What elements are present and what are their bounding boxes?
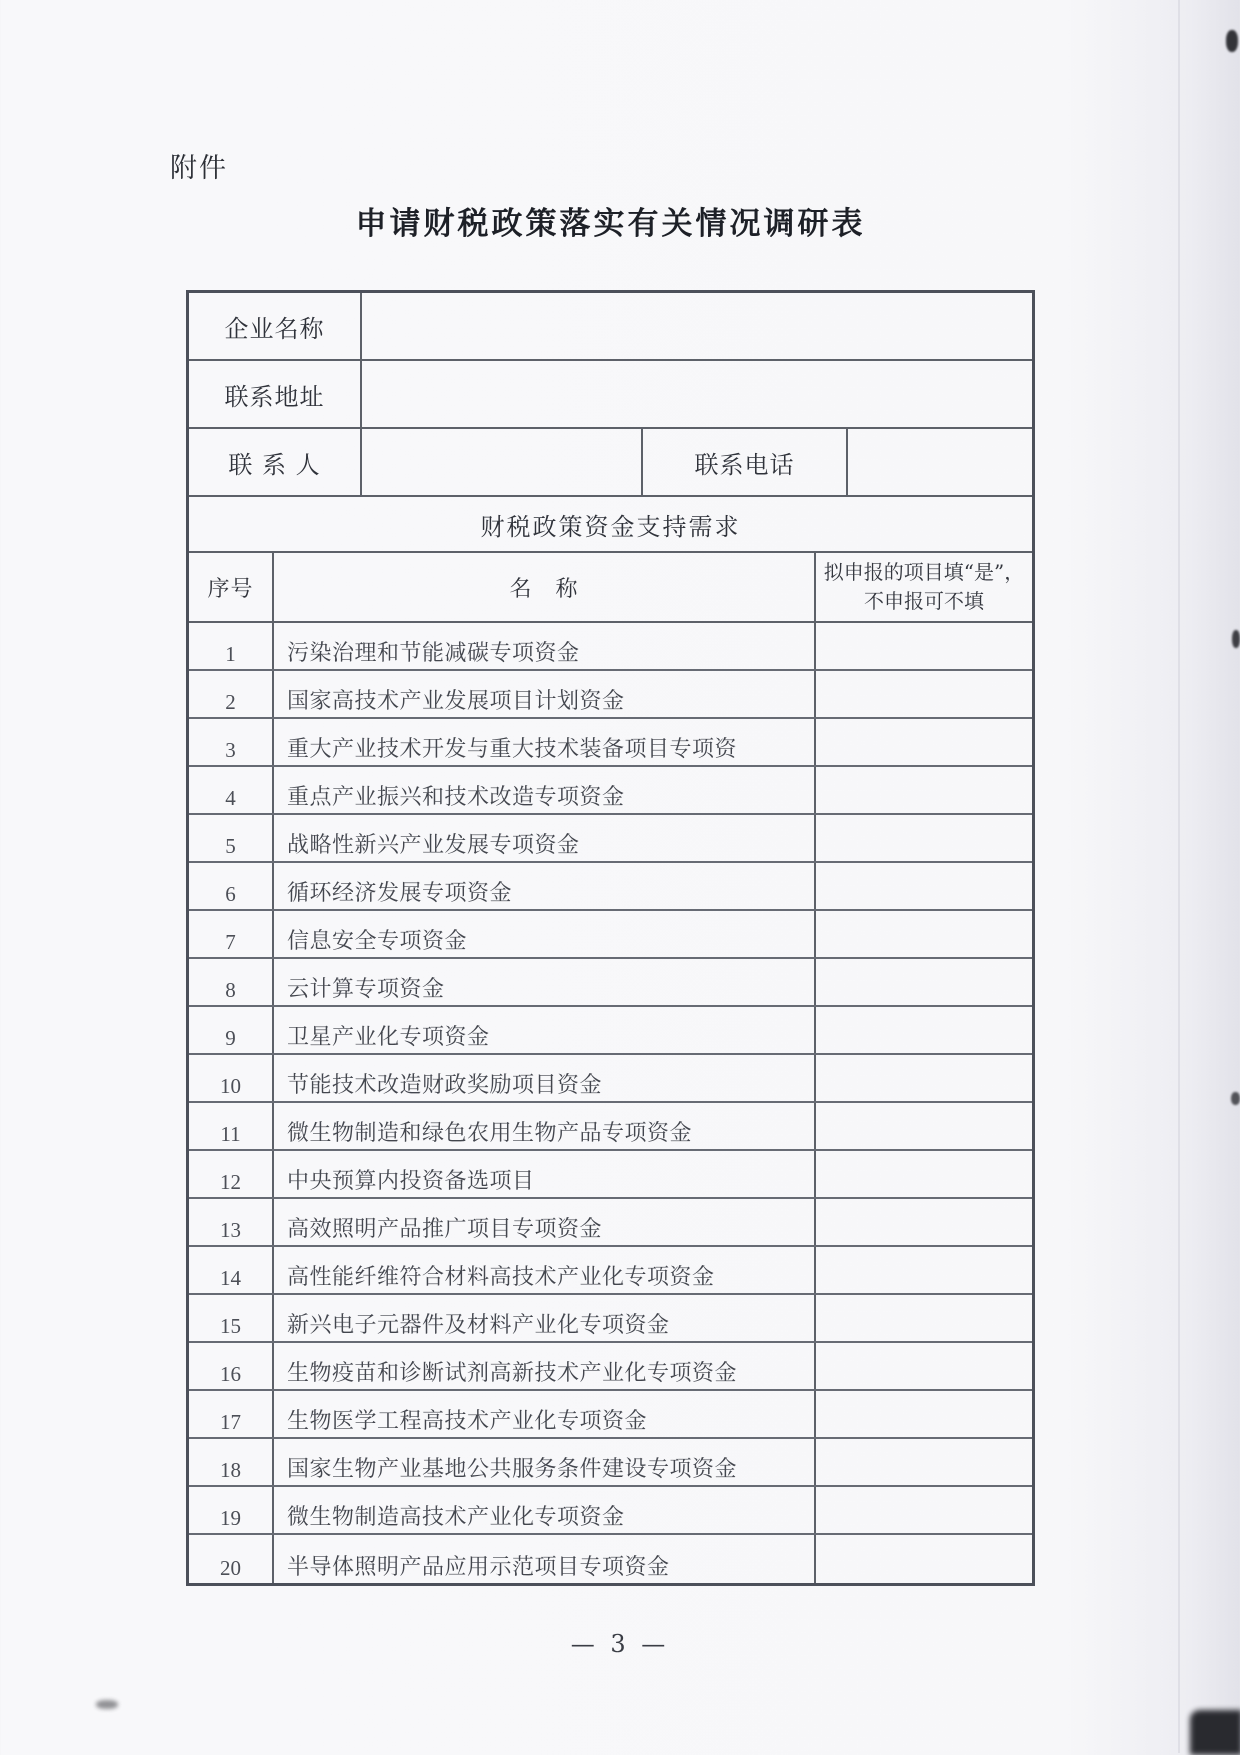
row-number: 7 bbox=[189, 911, 274, 957]
row-number: 15 bbox=[189, 1295, 274, 1341]
table-row bbox=[189, 1391, 1032, 1439]
row-number: 12 bbox=[189, 1151, 274, 1197]
row-number: 9 bbox=[189, 1007, 274, 1053]
row-apply-field[interactable] bbox=[816, 1535, 1032, 1583]
row-number: 10 bbox=[189, 1055, 274, 1101]
attachment-label: 附件 bbox=[170, 153, 228, 184]
company-name-label: 企业名称 bbox=[189, 293, 362, 359]
row-apply-field[interactable] bbox=[816, 1007, 1032, 1053]
scan-artifact bbox=[1231, 1092, 1240, 1105]
row-number: 2 bbox=[189, 671, 274, 717]
row-apply-field[interactable] bbox=[816, 1295, 1032, 1341]
table-row bbox=[189, 1103, 1032, 1151]
table-row bbox=[189, 1535, 1032, 1583]
table-row bbox=[189, 671, 1032, 719]
table-row bbox=[189, 719, 1032, 767]
row-apply-field[interactable] bbox=[816, 863, 1032, 909]
address-label: 联系地址 bbox=[189, 361, 362, 427]
table-row bbox=[189, 911, 1032, 959]
row-fund-name: 新兴电子元器件及材料产业化专项资金 bbox=[274, 1295, 816, 1341]
table-row bbox=[189, 1007, 1032, 1055]
table-row bbox=[189, 1055, 1032, 1103]
row-number: 13 bbox=[189, 1199, 274, 1245]
row-fund-name: 国家高技术产业发展项目计划资金 bbox=[274, 671, 816, 717]
column-header-apply bbox=[816, 553, 1032, 621]
scan-artifact bbox=[1226, 30, 1238, 52]
scan-artifact bbox=[96, 1700, 118, 1709]
address-field[interactable] bbox=[362, 361, 1032, 427]
row-fund-name: 生物医学工程高技术产业化专项资金 bbox=[274, 1391, 816, 1437]
company-name-field[interactable] bbox=[362, 293, 1032, 359]
section-header: 财税政策资金支持需求 bbox=[189, 497, 1032, 553]
contact-field[interactable] bbox=[362, 429, 643, 495]
row-number: 3 bbox=[189, 719, 274, 765]
row-fund-name: 循环经济发展专项资金 bbox=[274, 863, 816, 909]
address-row bbox=[189, 361, 1032, 429]
row-apply-field[interactable] bbox=[816, 719, 1032, 765]
row-number: 4 bbox=[189, 767, 274, 813]
table-row bbox=[189, 1295, 1032, 1343]
scan-artifact bbox=[1190, 1710, 1240, 1755]
page-number: — 3 — bbox=[570, 1630, 670, 1658]
row-fund-name: 生物疫苗和诊断试剂高新技术产业化专项资金 bbox=[274, 1343, 816, 1389]
table-row bbox=[189, 863, 1032, 911]
scan-artifact bbox=[1178, 0, 1180, 1753]
row-number: 17 bbox=[189, 1391, 274, 1437]
row-fund-name: 中央预算内投资备选项目 bbox=[274, 1151, 816, 1197]
row-apply-field[interactable] bbox=[816, 623, 1032, 669]
column-header-name: 名 称 bbox=[274, 553, 816, 621]
contact-label: 联 系 人 bbox=[189, 429, 362, 495]
row-number: 18 bbox=[189, 1439, 274, 1485]
table-row bbox=[189, 623, 1032, 671]
row-apply-field[interactable] bbox=[816, 1247, 1032, 1293]
row-fund-name: 节能技术改造财政奖励项目资金 bbox=[274, 1055, 816, 1101]
row-number: 20 bbox=[189, 1535, 274, 1583]
column-header-no: 序号 bbox=[189, 553, 274, 621]
row-fund-name: 云计算专项资金 bbox=[274, 959, 816, 1005]
row-number: 11 bbox=[189, 1103, 274, 1149]
table-row bbox=[189, 1199, 1032, 1247]
row-number: 14 bbox=[189, 1247, 274, 1293]
row-apply-field[interactable] bbox=[816, 767, 1032, 813]
row-fund-name: 卫星产业化专项资金 bbox=[274, 1007, 816, 1053]
row-number: 16 bbox=[189, 1343, 274, 1389]
survey-table bbox=[186, 290, 1035, 1586]
row-apply-field[interactable] bbox=[816, 959, 1032, 1005]
row-fund-name: 半导体照明产品应用示范项目专项资金 bbox=[274, 1535, 816, 1583]
table-row bbox=[189, 1247, 1032, 1295]
table-row bbox=[189, 1487, 1032, 1535]
row-apply-field[interactable] bbox=[816, 1439, 1032, 1485]
row-apply-field[interactable] bbox=[816, 911, 1032, 957]
row-apply-field[interactable] bbox=[816, 1055, 1032, 1101]
row-fund-name: 国家生物产业基地公共服务条件建设专项资金 bbox=[274, 1439, 816, 1485]
fund-list bbox=[189, 623, 1032, 1583]
row-apply-field[interactable] bbox=[816, 1103, 1032, 1149]
row-number: 8 bbox=[189, 959, 274, 1005]
table-row bbox=[189, 1439, 1032, 1487]
row-fund-name: 微生物制造和绿色农用生物产品专项资金 bbox=[274, 1103, 816, 1149]
table-row bbox=[189, 815, 1032, 863]
company-name-row bbox=[189, 293, 1032, 361]
row-fund-name: 重大产业技术开发与重大技术装备项目专项资 bbox=[274, 719, 816, 765]
row-fund-name: 信息安全专项资金 bbox=[274, 911, 816, 957]
row-apply-field[interactable] bbox=[816, 815, 1032, 861]
row-fund-name: 高性能纤维符合材料高技术产业化专项资金 bbox=[274, 1247, 816, 1293]
row-apply-field[interactable] bbox=[816, 1343, 1032, 1389]
phone-label: 联系电话 bbox=[643, 429, 848, 495]
row-fund-name: 污染治理和节能减碳专项资金 bbox=[274, 623, 816, 669]
row-fund-name: 微生物制造高技术产业化专项资金 bbox=[274, 1487, 816, 1533]
row-apply-field[interactable] bbox=[816, 1199, 1032, 1245]
phone-field[interactable] bbox=[848, 429, 1032, 495]
column-header-row bbox=[189, 553, 1032, 623]
table-row bbox=[189, 1151, 1032, 1199]
row-apply-field[interactable] bbox=[816, 1487, 1032, 1533]
column-header-apply-line1: 拟申报的项目填“是”， bbox=[823, 560, 1025, 584]
row-number: 1 bbox=[189, 623, 274, 669]
title-wrap bbox=[186, 198, 1035, 243]
row-number: 6 bbox=[189, 863, 274, 909]
table-row bbox=[189, 767, 1032, 815]
row-fund-name: 战略性新兴产业发展专项资金 bbox=[274, 815, 816, 861]
table-row bbox=[189, 1343, 1032, 1391]
column-header-apply-line2: 不申报可不填 bbox=[864, 589, 984, 613]
row-fund-name: 重点产业振兴和技术改造专项资金 bbox=[274, 767, 816, 813]
row-apply-field[interactable] bbox=[816, 1151, 1032, 1197]
scan-artifact bbox=[1232, 630, 1240, 648]
row-number: 19 bbox=[189, 1487, 274, 1533]
row-number: 5 bbox=[189, 815, 274, 861]
row-apply-field[interactable] bbox=[816, 1391, 1032, 1437]
row-fund-name: 高效照明产品推广项目专项资金 bbox=[274, 1199, 816, 1245]
table-row bbox=[189, 959, 1032, 1007]
page-title: 申请财税政策落实有关情况调研表 bbox=[355, 206, 866, 242]
contact-row bbox=[189, 429, 1032, 497]
row-apply-field[interactable] bbox=[816, 671, 1032, 717]
